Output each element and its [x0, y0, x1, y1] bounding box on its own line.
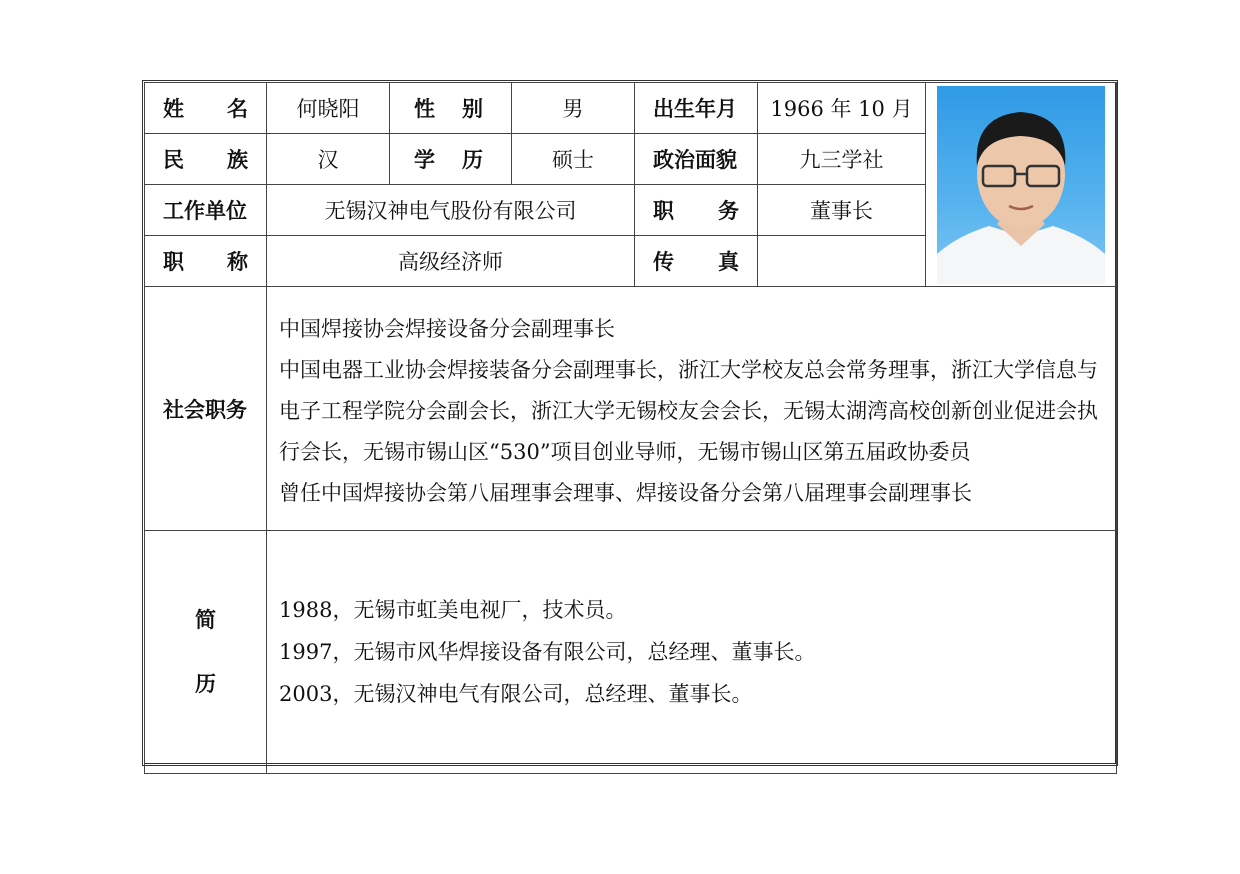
fax-label: 传 真 — [635, 236, 758, 287]
title-label: 职 称 — [145, 236, 267, 287]
education-label: 学 历 — [390, 134, 512, 185]
education-value: 硕士 — [512, 134, 635, 185]
fax-value — [758, 236, 926, 287]
resume-item: 1988，无锡市虹美电视厂，技术员。 — [279, 598, 627, 622]
gender-value: 男 — [512, 83, 635, 134]
resume-item: 2003，无锡汉神电气有限公司，总经理、董事长。 — [279, 682, 753, 706]
employer-label: 工作单位 — [145, 185, 267, 236]
profile-table — [144, 82, 1117, 774]
employer-value: 无锡汉神电气股份有限公司 — [267, 185, 635, 236]
social-role-item: 中国焊接协会焊接设备分会副理事长 — [279, 317, 615, 341]
social-roles-content — [267, 287, 1117, 531]
ethnicity-value: 汉 — [267, 134, 390, 185]
resume-item: 1997，无锡市风华焊接设备有限公司，总经理、董事长。 — [279, 640, 816, 664]
ethnicity-label: 民 族 — [145, 134, 267, 185]
portrait-photo — [937, 86, 1105, 284]
portrait-cell — [926, 83, 1117, 287]
birth-label: 出生年月 — [635, 83, 758, 134]
birth-value: 1966 年 10 月 — [758, 83, 926, 134]
politics-value: 九三学社 — [758, 134, 926, 185]
position-value: 董事长 — [758, 185, 926, 236]
social-roles-label: 社会职务 — [145, 287, 267, 531]
social-role-item: 曾任中国焊接协会第八届理事会理事、焊接设备分会第八届理事会副理事长 — [279, 481, 972, 505]
name-value: 何晓阳 — [267, 83, 390, 134]
politics-label: 政治面貌 — [635, 134, 758, 185]
name-label: 姓 名 — [145, 83, 267, 134]
resume-content — [267, 531, 1117, 774]
title-value: 高级经济师 — [267, 236, 635, 287]
resume-label: 简 历 — [145, 531, 267, 774]
social-role-item: 中国电器工业协会焊接装备分会副理事长，浙江大学校友总会常务理事，浙江大学信息与电子工程学院分会副会长，浙江大学无锡校友会会长，无锡太湖湾高校创新创业促进会执行会长，无锡市锡山区“530”项目创业导师，无锡市锡山区第五届政协委员 — [279, 358, 1098, 464]
gender-label: 性 别 — [390, 83, 512, 134]
position-label: 职 务 — [635, 185, 758, 236]
